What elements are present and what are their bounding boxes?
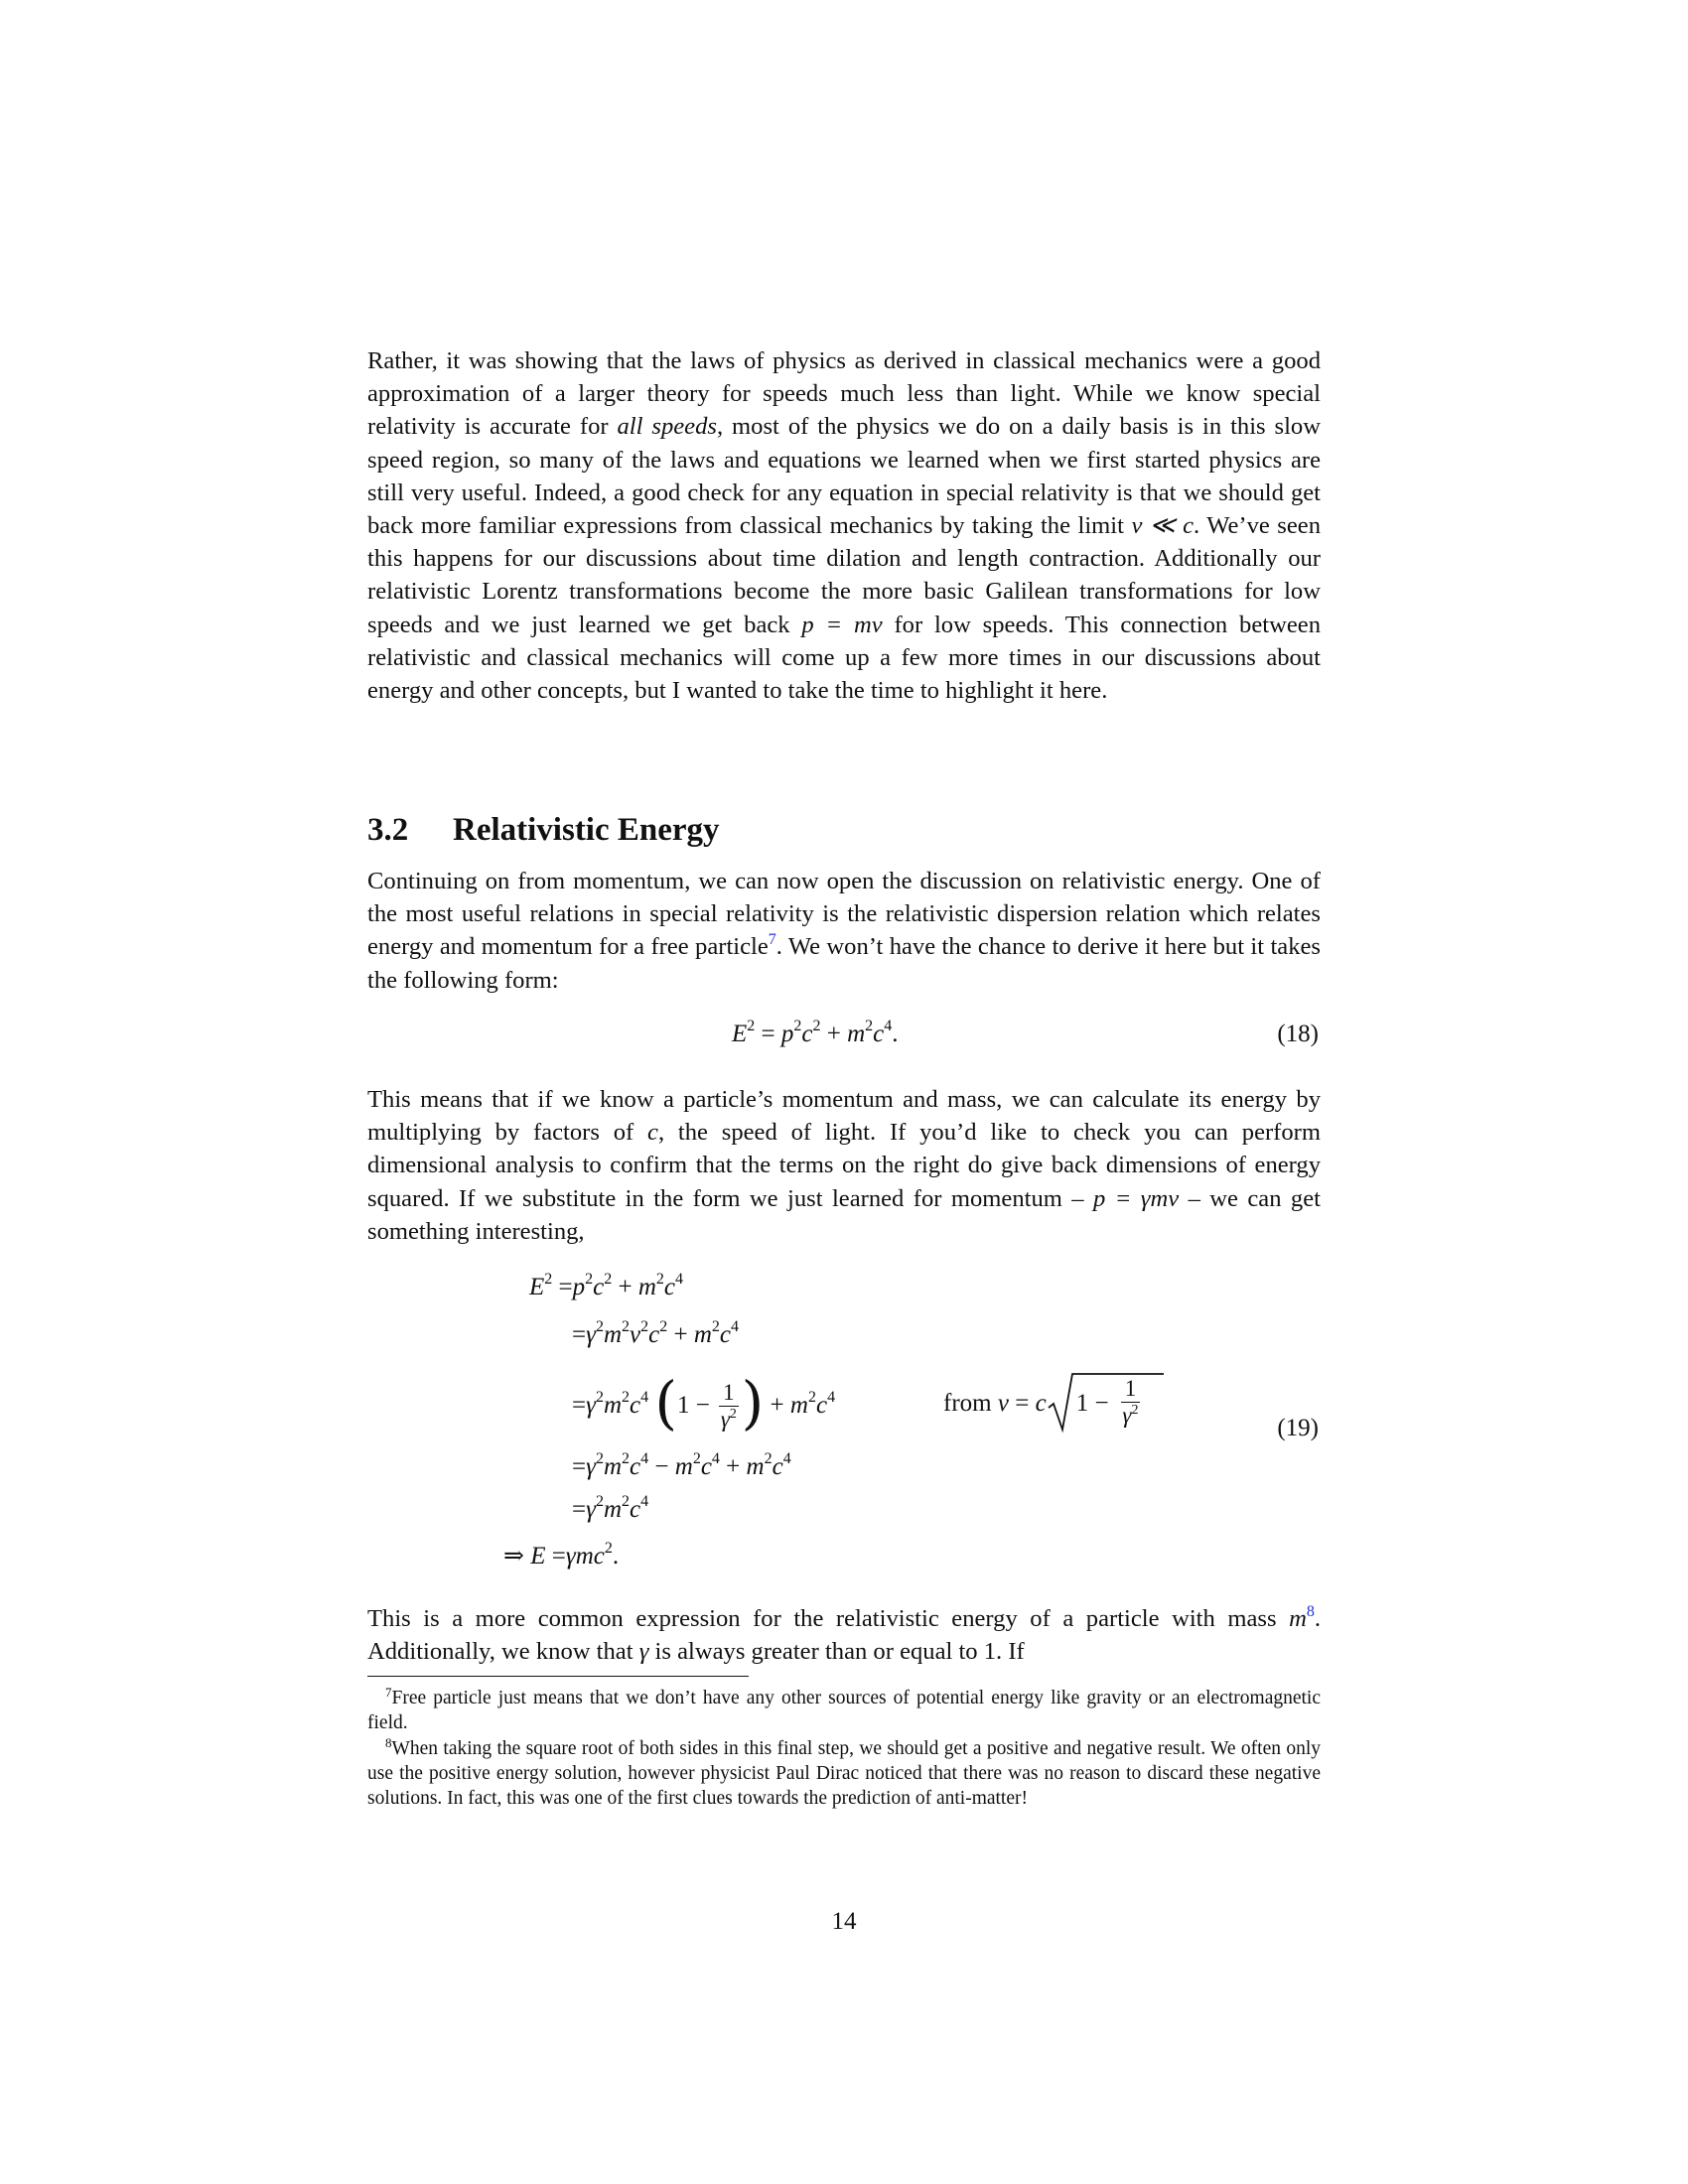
classical-momentum-expression: p = mv: [801, 611, 883, 638]
equation-18: $E^2 = p^2c^2 + m^2c^4$.: [732, 1018, 899, 1047]
intro-text-3: . We’ve seen this happens for our discussions about time dilation and length contraction. Additionally our relativistic Lorentz transformations become the more basic Galilean transformations for low speeds and we just learned we get back: [367, 512, 1321, 638]
section-title: Relativistic Energy: [453, 812, 720, 848]
eq19-line-5: $=\gamma^2m^2c^4$: [572, 1493, 649, 1523]
paragraph-2-block: [367, 865, 1321, 997]
equation-18-number: (18): [1277, 1021, 1319, 1047]
para4-text-3: is always greater than or equal to 1. If: [648, 1638, 1025, 1666]
paragraph-4: [367, 1602, 1321, 1668]
eq19-line-2: $=\gamma^2m^2v^2c^2 + m^2c^4$: [572, 1318, 740, 1348]
intro-text-2: , most of the physics we do on a daily basis is in this slow speed region, so many of the laws and equations we learned when we first started physics are still very useful. Indeed, a good check for any equation in special relativity is that we should get back more familiar expressions from classical mechanics by taking the limit: [367, 413, 1321, 540]
right-paren: ): [741, 1369, 765, 1436]
footnote-7: [367, 1686, 1321, 1735]
eq19-side-note: from v = c 1 − $\frac{1}{\gamma^2}$: [943, 1372, 1164, 1435]
from-label: from: [943, 1390, 992, 1417]
gamma-symbol: γ: [638, 1638, 649, 1666]
page-number: 14: [831, 1908, 857, 1935]
relativistic-momentum-expression: p = γmv: [1093, 1184, 1180, 1212]
para4-text-2: . Additionally, we know that: [367, 1605, 1321, 1666]
square-root: 1 − $\frac{1}{\gamma^2}$: [1047, 1372, 1164, 1435]
intro-paragraph: [367, 344, 1321, 707]
para3-text-2: , the speed of light. If you’d like to check you can perform dimensional analysis to confirm that the terms on the right do give back dimensions of energy squared. If we substitute in the form we just learned for momentum –: [367, 1119, 1321, 1212]
footnote-rule: [367, 1676, 749, 1677]
left-paren: (: [654, 1369, 678, 1436]
equation-19-number: (19): [1277, 1415, 1319, 1441]
footnote-ref-8[interactable]: 8: [1306, 1603, 1315, 1620]
footnote-8-mark: 8: [385, 1735, 392, 1750]
section-heading: [367, 812, 720, 849]
eq19-line-1: $E^2 =p^2c^2 + m^2c^4$: [529, 1271, 684, 1300]
footnote-ref-7[interactable]: 7: [768, 931, 776, 949]
paragraph-4-block: [367, 1602, 1321, 1668]
para2-text-2: . We won’t have the chance to derive it here but it takes the following form:: [367, 933, 1321, 994]
paragraph-3: [367, 1083, 1321, 1248]
limit-expression: v ≪ c: [1131, 512, 1195, 540]
paragraph-2: [367, 865, 1321, 997]
footnote-7-text: Free particle just means that we don’t have any other sources of potential energy like gravity or an electromagnetic field.: [367, 1688, 1321, 1734]
footnote-7-mark: 7: [385, 1685, 392, 1700]
speed-of-light-symbol: c: [647, 1119, 658, 1147]
paragraph-3-block: [367, 1083, 1321, 1248]
intro-emphasis: all speeds: [617, 413, 717, 441]
mass-symbol: m: [1289, 1605, 1307, 1632]
footnote-8-text: When taking the square root of both sides in this final step, we should get a positive and negative result. We often only use the positive energy solution, however physicist Paul Dirac noticed that there was no reason to discard these negative solutions. In fact, this was one of the first clues towards the prediction of anti-matter!: [367, 1738, 1321, 1810]
footnote-8: [367, 1736, 1321, 1812]
para2-text-1: Continuing on from momentum, we can now open the discussion on relativistic energy. One of the most useful relations in special relativity is the relativistic dispersion relation which relates energy and momentum for a free particle: [367, 868, 1321, 961]
eq19-line-4: $=\gamma^2m^2c^4 - m^2c^4 + m^2c^4$: [572, 1450, 791, 1480]
para3-text-1: This means that if we know a particle’s momentum and mass, we can calculate its energy by multiplying by factors of: [367, 1086, 1321, 1147]
section-number: 3.2: [367, 812, 409, 848]
eq19-line-3: $=\gamma^2m^2c^4$ (1 − $\frac{1}{\gamma^2}$ ) + $m^2c^4$: [572, 1369, 836, 1436]
para3-text-3: – we can get something interesting,: [367, 1184, 1321, 1245]
fraction-one-over-gamma-squared: $\frac{1}{\gamma^2}$: [720, 1379, 737, 1432]
eq19-line-6: ⇒ E =γmc$^2$.: [503, 1540, 620, 1570]
intro-paragraph-block: [367, 344, 1321, 707]
para4-text-1: This is a more common expression for the relativistic energy of a particle with mass: [367, 1605, 1290, 1632]
intro-text-4: for low speeds. This connection between relativistic and classical mechanics will come up a few more times in our discussions about energy and other concepts, but I wanted to take the time to highlight it here.: [367, 611, 1321, 705]
intro-text-1: Rather, it was showing that the laws of physics as derived in classical mechanics were a good approximation of a larger theory for speeds much less than light. While we know special relativity is accurate for: [367, 347, 1321, 441]
